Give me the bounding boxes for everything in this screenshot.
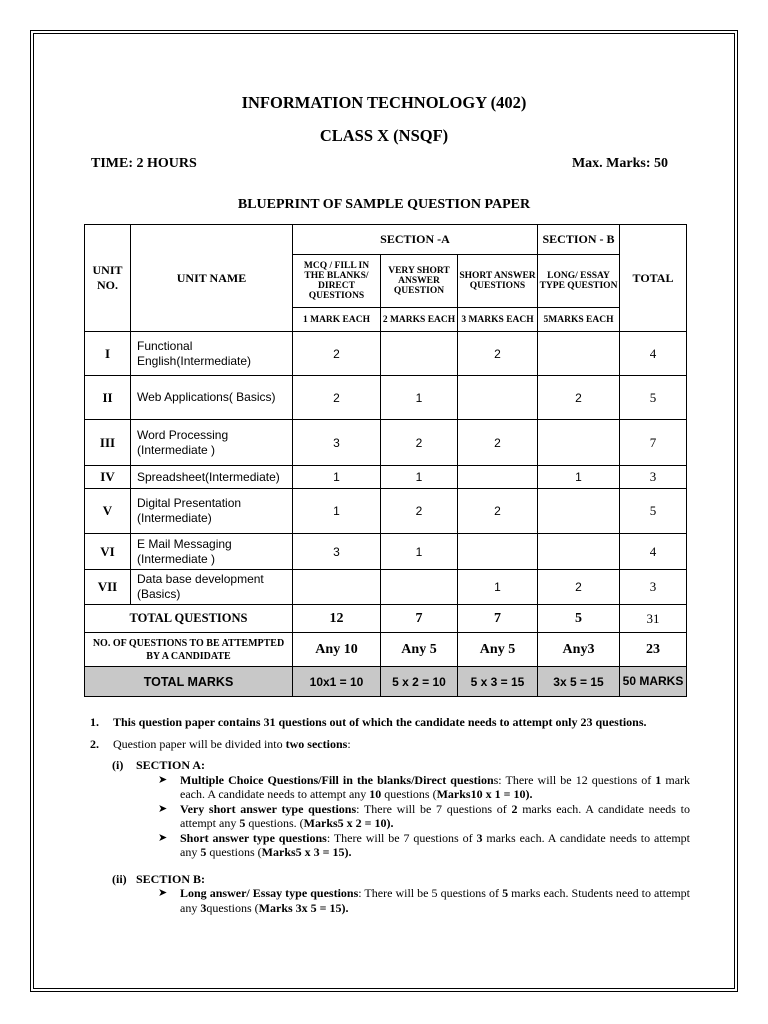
unit-name: E Mail Messaging (Intermediate ) [131,534,293,570]
cell-mcq: 1 [293,466,381,489]
unit-no: V [85,489,131,534]
cell-total: 5 [620,376,687,420]
unit-no: III [85,420,131,466]
unit-name: Spreadsheet(Intermediate) [131,466,293,489]
cell-short: 2 [458,332,538,376]
blueprint-title: BLUEPRINT OF SAMPLE QUESTION PAPER [237,197,531,212]
cell-long [538,420,620,466]
attempt-total: 23 [620,633,687,667]
marks-each-short: 3 MARKS EACH [458,308,538,332]
marks-short: 5 x 3 = 15 [458,667,538,697]
document-title: INFORMATION TECHNOLOGY (402) [241,93,527,112]
total-marks-row [85,667,687,697]
table-row [85,534,687,570]
cell-total: 3 [620,466,687,489]
header-unit-no: UNIT NO. [85,225,131,332]
exam-time: TIME: 2 HOURS [91,156,197,171]
table-row [85,332,687,376]
total-questions-label: TOTAL QUESTIONS [85,605,293,633]
cell-short: 2 [458,420,538,466]
unit-no: I [85,332,131,376]
bullet-long: ➤ Long answer/ Essay type questions: There will be 5 questions of 5 marks each. Students need to attempt any 3questions (Marks 3x 5 = 15). [158,886,691,915]
blueprint-table [84,224,687,697]
total-mcq: 12 [293,605,381,633]
cell-long: 2 [538,570,620,605]
marks-each-very-short: 2 MARKS EACH [381,308,458,332]
total-very-short: 7 [381,605,458,633]
table-row [85,466,687,489]
cell-long: 1 [538,466,620,489]
unit-no: IV [85,466,131,489]
cell-mcq: 2 [293,332,381,376]
document-subtitle: CLASS X (NSQF) [319,126,449,145]
unit-no: VII [85,570,131,605]
marks-each-long: 5MARKS EACH [538,308,620,332]
total-marks-label: TOTAL MARKS [85,667,293,697]
bullet-short: ➤ Short answer type questions: There will be 7 questions of 3 marks each. A candidate needs to attempt any 5 questions (Marks5 x 3 = 15). [158,830,690,859]
cell-very-short [381,570,458,605]
arrow-bullet-icon: ➤ [158,802,168,815]
table-row [85,420,687,466]
attempt-row [85,633,687,667]
arrow-bullet-icon: ➤ [158,887,168,899]
header-short: SHORT ANSWER QUESTIONS [458,255,538,308]
unit-name: Word Processing (Intermediate ) [131,420,293,466]
cell-long [538,534,620,570]
marks-very-short: 5 x 2 = 10 [381,667,458,697]
note-text: Question paper will be divided into two sections: [113,736,351,751]
note-2 [90,737,690,752]
cell-mcq [293,570,381,605]
unit-name: Digital Presentation (Intermediate) [131,489,293,534]
cell-total: 7 [620,420,687,466]
attempt-mcq: Any 10 [293,633,381,667]
attempt-label: NO. OF QUESTIONS TO BE ATTEMPTED BY A CANDIDATE [85,633,293,667]
cell-very-short: 1 [381,376,458,420]
cell-very-short: 2 [381,420,458,466]
marks-mcq: 10x1 = 10 [293,667,381,697]
cell-total: 4 [620,534,687,570]
cell-mcq: 2 [293,376,381,420]
table-row [85,570,687,605]
note-1 [90,715,690,730]
cell-mcq: 3 [293,420,381,466]
cell-short [458,466,538,489]
section-b-heading: (ii) SECTION B: [112,871,206,886]
marks-long: 3x 5 = 15 [538,667,620,697]
note-number: 2. [90,736,99,751]
total-long: 5 [538,605,620,633]
cell-very-short: 2 [381,489,458,534]
cell-mcq: 3 [293,534,381,570]
cell-long [538,489,620,534]
table-row [85,489,687,534]
cell-total: 4 [620,332,687,376]
max-marks: Max. Marks: 50 [571,156,668,171]
cell-long [538,332,620,376]
unit-name: Data base development (Basics) [131,570,293,605]
cell-very-short: 1 [381,466,458,489]
header-section-a: SECTION -A [293,225,538,255]
section-a-details [112,758,690,860]
section-a-heading: (i) SECTION A: [112,758,206,772]
cell-short: 1 [458,570,538,605]
unit-name: Web Applications( Basics) [131,376,293,420]
attempt-very-short: Any 5 [381,633,458,667]
unit-name: Functional English(Intermediate) [131,332,293,376]
cell-mcq: 1 [293,489,381,534]
total-all: 31 [620,605,687,633]
bullet-very-short: ➤ Very short answer type questions: There will be 7 questions of 2 marks each. A candidate needs to attempt any 5 questions. (Marks5 x 2 = 10). [158,801,690,830]
header-unit-name: UNIT NAME [131,225,293,332]
note-text: This question paper contains 31 questions out of which the candidate needs to attempt only 23 questions. [113,715,647,729]
total-questions-row [85,605,687,633]
note-number: 1. [90,715,99,729]
arrow-bullet-icon: ➤ [158,831,168,844]
section-b-details [112,872,690,916]
cell-long: 2 [538,376,620,420]
table-row [85,376,687,420]
bullet-mcq: ➤ Multiple Choice Questions/Fill in the blanks/Direct questions: There will be 12 questions of 1 mark each. A candidate needs to attempt any 10 questions (Marks10 x 1 = 10). [158,772,691,801]
header-mcq: MCQ / FILL IN THE BLANKS/ DIRECT QUESTIONS [293,255,381,308]
cell-short [458,534,538,570]
arrow-bullet-icon: ➤ [158,773,168,786]
attempt-short: Any 5 [458,633,538,667]
cell-short [458,376,538,420]
marks-total: 50 MARKS [620,667,687,697]
instructions [90,715,690,915]
unit-no: II [85,376,131,420]
cell-total: 5 [620,489,687,534]
header-total: TOTAL [620,225,687,332]
attempt-long: Any3 [538,633,620,667]
header-very-short: VERY SHORT ANSWER QUESTION [381,255,458,308]
cell-very-short [381,332,458,376]
marks-each-mcq: 1 MARK EACH [293,308,381,332]
header-section-b: SECTION - B [538,225,620,255]
unit-no: VI [85,534,131,570]
header-long: LONG/ ESSAY TYPE QUESTION [538,255,620,308]
cell-total: 3 [620,570,687,605]
cell-short: 2 [458,489,538,534]
cell-very-short: 1 [381,534,458,570]
total-short: 7 [458,605,538,633]
